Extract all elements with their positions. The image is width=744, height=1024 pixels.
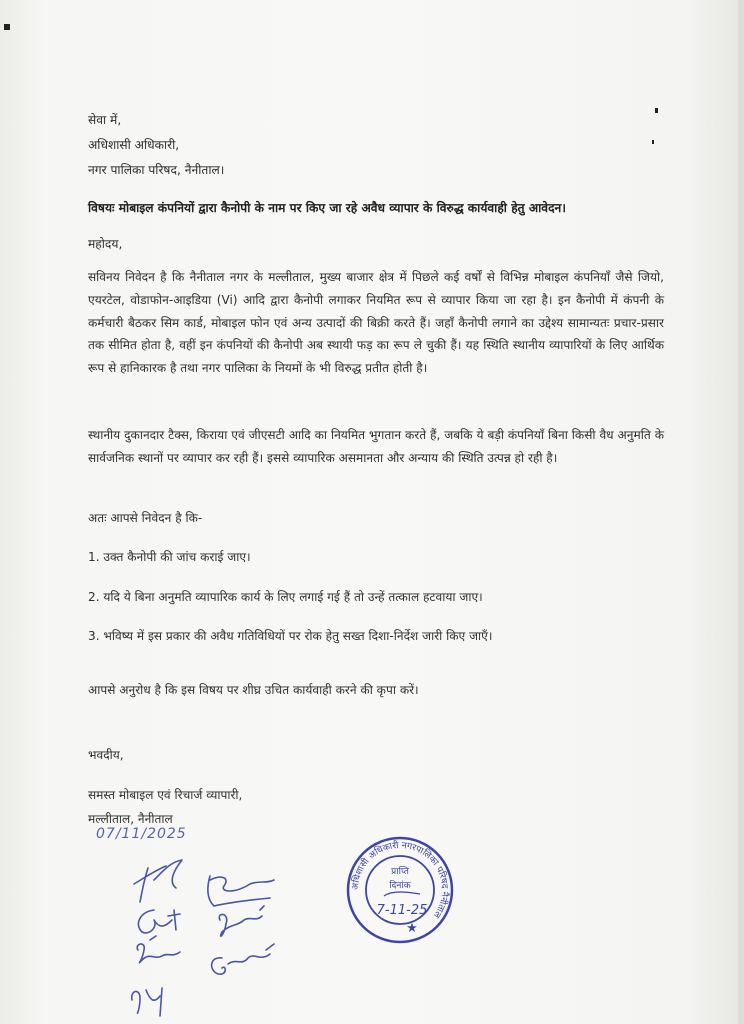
stamp-label-1: प्राप्ति — [391, 867, 409, 877]
request-item-2: 2. यदि ये बिना अनुमति व्यापारिक कार्य के लिए लगाई गई हैं तो उन्हें तत्काल हटवाया जाए। — [88, 590, 483, 604]
signature-1 — [134, 860, 182, 902]
subject-line: विषयः मोबाइल कंपनियों द्वारा कैनोपी के नाम पर किए जा रहे अवैध व्यापार के विरुद्ध कार्यवाही हेतु आवेदन। — [88, 201, 566, 215]
scan-mark — [4, 24, 10, 30]
stamp-star-icon: ★ — [406, 921, 418, 936]
signature-2 — [208, 876, 274, 906]
stamp-ring-text: अधिशासी अधिकारी नगरपालिका परिषद नैनीताल — [350, 840, 450, 920]
handwritten-date: 07/11/2025 — [96, 826, 187, 842]
signature-3 — [138, 910, 180, 933]
address-line-2: अधिशासी अधिकारी, — [88, 138, 180, 152]
signature-4 — [219, 906, 264, 936]
paragraph-1: सविनय निवेदन है कि नैनीताल नगर के मल्लीताल, मुख्य बाजार क्षेत्र में पिछले कई वर्षों से विभिन्न मोबाइल कंपनियाँ जैसे जियो, एयरटेल, वोडाफोन-आइडिया (Vi) आदि द्वारा कैनोपी लगाकर नियमित रूप से व्यापार किया जा रहा है। इन कैनोपी में कंपनी के कर्मचारी बैठकर सिम कार्ड, मोबाइल फोन एवं अन्य उत्पादों की बिक्री करते हैं। जहाँ कैनोपी लगाने का उद्देश्य सामान्यतः प्रचार-प्रसार तक सीमित होता है, वहीं इन कंपनियों की कैनोपी अब स्थायी फड़ का रूप ले चुकी हैं। यह स्थिति स्थानीय व्यापारियों के लिए आर्थिक रूप से हानिकारक है तथा नगर पालिका के नियमों के भी विरुद्ध प्रतीत होती है। — [88, 270, 664, 376]
address-line-1: सेवा में, — [88, 113, 122, 127]
stamp-date: 7-11-25 — [376, 903, 428, 918]
salutation: महोदय, — [88, 237, 123, 251]
stamp-label-2: दिनांक — [389, 881, 411, 891]
scan-speck — [655, 108, 658, 113]
request-item-1: 1. उक्त कैनोपी की जांच कराई जाए। — [88, 550, 251, 564]
closing-request: आपसे अनुरोध है कि इस विषय पर शीघ्र उचित कार्यवाही करने की कृपा करें। — [88, 683, 419, 697]
scan-speck — [652, 140, 654, 144]
stamp-scribble — [384, 892, 420, 896]
sender-line-1: समस्त मोबाइल एवं रिचार्ज व्यापारी, — [88, 788, 243, 802]
paragraph-2: स्थानीय दुकानदार टैक्स, किराया एवं जीएसटी आदि का नियमित भुगतान करते हैं, जबकि ये बड़ी कंपनियाँ बिना किसी वैध अनुमति के सार्वजनिक स्थानों पर व्यापार कर रही हैं। इससे व्यापारिक असमानता और अन्याय की स्थिति उत्पन्न हो रही है। — [88, 428, 664, 465]
received-stamp — [344, 834, 456, 946]
signature-5 — [137, 936, 180, 963]
signature-7 — [132, 988, 162, 1016]
signoff: भवदीय, — [88, 748, 124, 762]
signature-6 — [212, 944, 274, 974]
sender-line-2: मल्लीताल, नैनीताल — [88, 812, 173, 826]
request-intro: अतः आपसे निवेदन है कि- — [88, 511, 203, 525]
signatures-block — [110, 840, 310, 1024]
address-line-3: नगर पालिका परिषद, नैनीताल। — [88, 163, 225, 177]
request-item-3: 3. भविष्य में इस प्रकार की अवैध गतिविधियों पर रोक हेतु सख्त दिशा-निर्देश जारी किए जाएँ। — [88, 629, 493, 643]
scan-edge — [738, 0, 744, 1024]
